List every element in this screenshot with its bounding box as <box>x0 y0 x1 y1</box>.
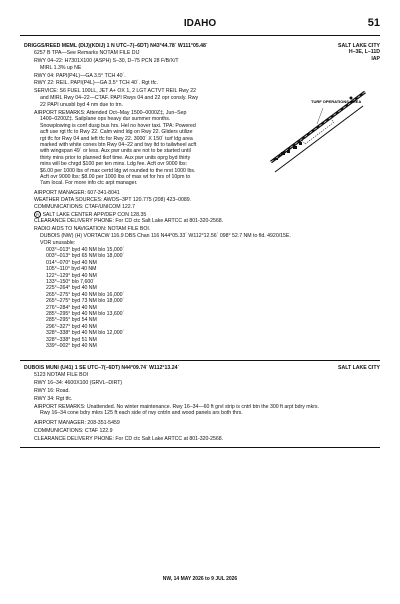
remark-line: 7am local. For more info ctc arpt manager. <box>40 180 138 187</box>
remark-line: 1400–0200Z‡. Sailplane ops heavy dur summer months. <box>40 116 171 123</box>
remark-line: Acft ovr 9000 lbs: $8.00 per 1000 lbs of max wt for hrs of 10pm to <box>40 174 191 181</box>
taxiway <box>275 106 363 172</box>
dubois-rwy34: RWY 34: Rgt tfc. <box>34 396 73 402</box>
entry-divider <box>20 360 380 361</box>
dubois-name-line: DUBOIS MUNI (U41) 1 SE UTC–7(–6DT) N44°09.74´ W112°13.24´ <box>24 365 180 371</box>
remark-line: rgt tfc for Rwy 04 and left tfc for Rwy 22. 3000´ X 150´ turf ldg area <box>40 135 193 142</box>
driggs-rwy04: RWY 04: PAPI(P4L)—GA 3.5° TCH 40´. <box>34 73 126 79</box>
driggs-name-line: DRIGGS/REED MEML (DIJ)(KDIJ) 1 N UTC–7(–6DT) N43°44.78´ W111°05.48´ <box>24 43 208 49</box>
vor-item: 328°–338° byd 51 NM <box>46 336 97 343</box>
vor-item: 285°–295° byd 40 NM blo 13,600´ <box>46 311 125 318</box>
vor-item: 328°–338° byd 40 NM blo 12,000´ <box>46 330 125 337</box>
page-header <box>20 18 380 34</box>
end-rule <box>20 447 380 448</box>
driggs-weather: WEATHER DATA SOURCES: AWOS–3PT 120.775 (208) 423–0089. <box>34 197 192 203</box>
driggs-service2: and MIRL Rwy 04–22—CTAF. PAPI Rwys 04 and 22 opr consly. Rwy <box>40 95 199 101</box>
remark-line: with wingspan 49´ or less. Aux pwr units are not to be started until <box>40 148 191 155</box>
vor-item: 276°–284° byd 40 NM <box>46 304 97 311</box>
dubois-rwy16: RWY 16: Road. <box>34 388 70 394</box>
dubois-clearance: CLEARANCE DELIVERY PHONE: For CD ctc Salt Lake ARTCC at 801-320-2568. <box>34 436 224 442</box>
remark-line: thirty mins prior to planned tkof time. Aux pwr units oprg byd thirty <box>40 154 191 161</box>
remark-line: Snowplowing is conf dusg bus hrs. Hel no hover taxi. TPA: Powered <box>40 122 196 129</box>
vor-item: 339°–002° byd 40 NM <box>46 343 97 350</box>
header-rule <box>20 35 380 36</box>
vor-item: 225°–264° byd 40 NM <box>46 285 97 292</box>
turf-label: TURF OPERATIONS AREA <box>311 99 362 104</box>
vor-item: 265°–275° byd 40 NM blo 16,000´ <box>46 291 125 298</box>
vor-item: 285°–295° byd 54 NM <box>46 317 97 324</box>
vor-list <box>46 247 124 350</box>
dubois-region: SALT LAKE CITY <box>338 365 380 371</box>
driggs-service3: 22 PAPI unusbl byd 4 nm due to trn. <box>40 102 123 108</box>
driggs-chart-ref: H–3E, L–11D <box>348 49 380 56</box>
airport-diagram <box>253 64 378 189</box>
dubois-elev: 5123 NOTAM FILE BOI <box>34 372 89 378</box>
driggs-mirl: MIRL 1.3% up NE <box>40 65 82 71</box>
footer-date-range: NW, 14 MAY 2026 to 9 JUL 2026 <box>162 576 238 582</box>
vor-item: 003°–013° byd 40 NM blo 15,000´ <box>46 247 125 253</box>
driggs-right-block <box>338 43 380 62</box>
dubois-comms: COMMUNICATIONS: CTAF 122.9 <box>34 428 113 434</box>
remark-line: acft use rgt tfc to Rwy 22. Calm wind ldg on Rwy 22. Gliders utilize <box>40 129 193 136</box>
driggs-iap: IAP <box>371 55 380 62</box>
app-text: SALT LAKE CENTER APP/DEP CON 128.35 <box>42 212 147 218</box>
vor-item: 105°–110° byd 40 NM <box>46 266 97 273</box>
remark-line: Rwy 16–34 cone bdry mkrs 125 ft each side of rwy cntrln and wood panels ars both thrs. <box>40 410 243 417</box>
vor-item: 296°–327° byd 40 NM <box>46 323 97 330</box>
driggs-comms: COMMUNICATIONS: CTAF/UNICOM 122.7 <box>34 204 135 210</box>
dubois-remarks <box>34 404 319 417</box>
beacon-icon <box>350 97 353 100</box>
driggs-remarks <box>34 110 196 187</box>
state-title: IDAHO <box>183 18 217 29</box>
remark-line: marked with white cones btn Rwy 04–22 and twy ltd to tailwheel acft <box>40 142 197 149</box>
vor-item: 014°–070° byd 40 NM <box>46 259 97 266</box>
driggs-vor: DUBOIS (NW) (H) VORTACW 116.9 DBS Chan 116 N44°05.33´ W112°12.56´ 098° 52.7 NM to fld. 4920/15E. <box>40 233 291 239</box>
driggs-manager: AIRPORT MANAGER: 607-341-8041 <box>34 190 120 196</box>
vor-item: 003°–013° byd 65 NM blo 18,000´ <box>46 253 125 260</box>
driggs-rwy22: RWY 22: REIL. PAPI(P4L)—GA 3.5° TCH 40´. Rgt tfc. <box>34 80 158 86</box>
dubois-manager: AIRPORT MANAGER: 208-351-5459 <box>34 420 120 426</box>
driggs-radio: RADIO AIDS TO NAVIGATION: NOTAM FILE BOI. <box>34 226 151 232</box>
driggs-region: SALT LAKE CITY <box>338 43 380 49</box>
leader-line <box>317 108 323 124</box>
vor-item: 265°–275° byd 73 NM blo 18,000´ <box>46 298 125 305</box>
remark-line: AIRPORT REMARKS: Attended Oct–May 1500–0000Z‡, Jun–Sep <box>34 110 187 116</box>
driggs-rwy0422: RWY 04–22: H7301X100 (ASPH) S–30, D–75 PCN 28 F/B/X/T <box>34 58 179 64</box>
r-circle-icon: R <box>34 211 41 218</box>
driggs-vor-unusable: VOR unusable: <box>40 240 76 246</box>
remark-line: $6.00 per 1000 lbs of max certd ldg wt rounded to the nrst 1000 lbs. <box>40 167 196 174</box>
driggs-service: SERVICE: S6 FUEL 100LL, JET A+ OX 1, 2 LGT ACTVT REIL Rwy 22 <box>34 88 196 94</box>
driggs-elev: 6257 B TPA—See Remarks NOTAM FILE DIJ <box>34 50 140 56</box>
vor-item: 122°–129° byd 40 NM <box>46 272 97 279</box>
dubois-rwy: RWY 16–34: 4600X100 (GRVL–DIRT) <box>34 380 123 386</box>
remark-line: AIRPORT REMARKS: Unattended. No winter maintenance. Rwy 16–34—60 ft grvl strip is cntrl btn the 300 ft arpt bdry mkrs. <box>34 404 319 410</box>
remark-line: mins will be chrgd $100 per ten mins. Ldg fee. Acft ovr 9000 lbs: <box>40 161 188 168</box>
page-number: 51 <box>367 17 380 29</box>
vor-item: 133°–150° blo 7,600´ <box>46 279 95 286</box>
driggs-clearance: CLEARANCE DELIVERY PHONE: For CD ctc Salt Lake ARTCC at 801-320-2568. <box>34 218 224 224</box>
